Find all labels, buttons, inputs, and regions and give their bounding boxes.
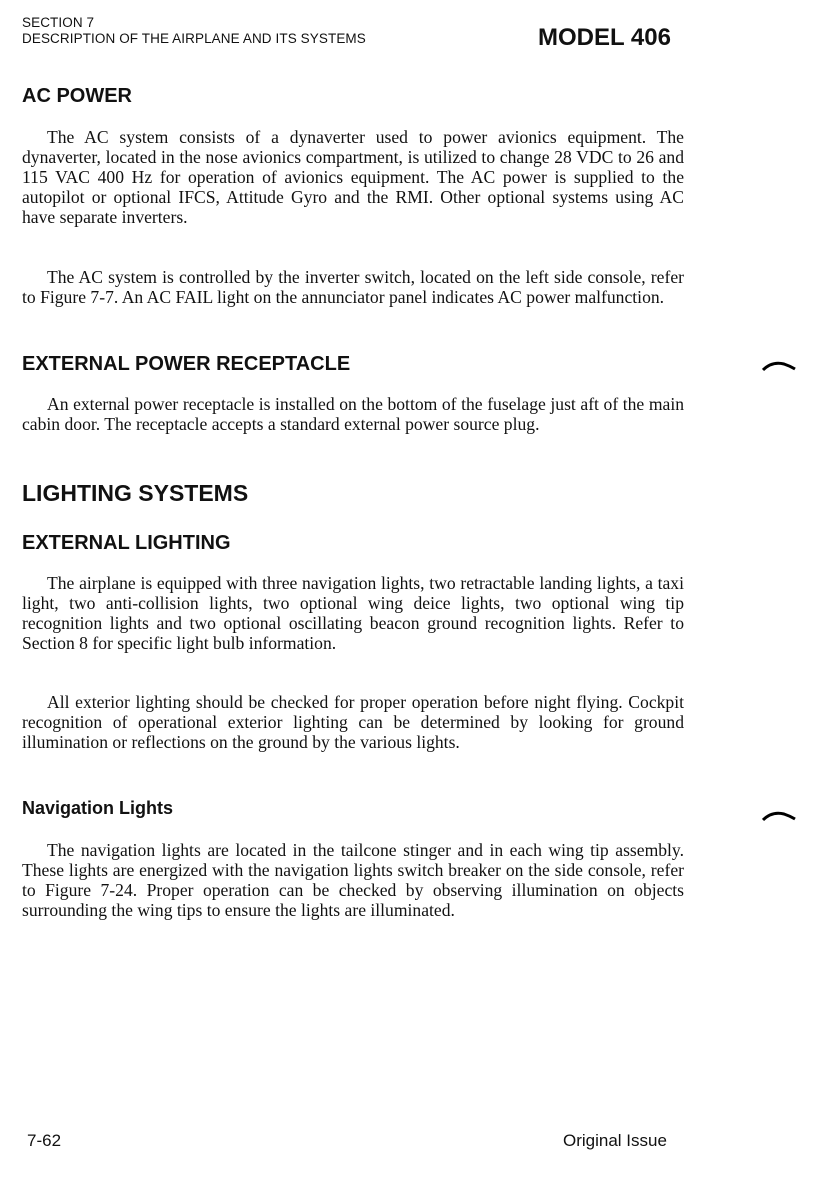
paragraph-ac-power-2: The AC system is controlled by the inverter switch, located on the left side console, refer to Figure 7-7. An AC FAIL light on the annunciator panel indicates AC power malfunction. (22, 267, 684, 307)
heading-navigation-lights: Navigation Lights (22, 798, 174, 818)
paragraph-external-lighting-1: The airplane is equipped with three navigation lights, two retractable landing lights, a taxi light, two anti-collision lights, two optional wing deice lights, two optional wing tip recognition lights and two optional oscillating beacon ground recognition lights. Refer to Section 8 for specific light bulb information. (22, 573, 684, 653)
issue-label: Original Issue (563, 1131, 667, 1150)
paragraph-external-power: An external power receptacle is installed on the bottom of the fuselage just aft of the main cabin door. The receptacle accepts a standard external power source plug. (22, 394, 684, 434)
revision-bar-icon (762, 360, 796, 372)
heading-external-lighting: EXTERNAL LIGHTING (22, 532, 231, 554)
paragraph-navigation-lights: The navigation lights are located in the tailcone stinger and in each wing tip assembly. These lights are energized with the navigation lights switch breaker on the side console, refer to Figure 7-24. Proper operation can be checked by observing illumination on objects surrounding the wing tips to ensure the lights are illuminated. (22, 840, 684, 920)
paragraph-external-lighting-2: All exterior lighting should be checked for proper operation before night flying. Cockpit recognition of operational exterior lighting can be determined by looking for ground illumination or reflections on the ground by the various lights. (22, 692, 684, 752)
section-title: DESCRIPTION OF THE AIRPLANE AND ITS SYSTEMS (22, 31, 366, 46)
model-title: MODEL 406 (538, 24, 671, 51)
page-header-section (22, 15, 366, 47)
revision-bar-icon (762, 810, 796, 822)
page-number: 7-62 (27, 1131, 62, 1150)
heading-lighting-systems: LIGHTING SYSTEMS (22, 480, 249, 506)
heading-ac-power: AC POWER (22, 85, 132, 107)
section-number: SECTION 7 (22, 15, 95, 30)
paragraph-ac-power-1: The AC system consists of a dynaverter used to power avionics equipment. The dynaverter, located in the nose avionics compartment, is utilized to change 28 VDC to 26 and 115 VAC 400 Hz for operation of avionics equipment. The AC power is supplied to the autopilot or optional IFCS, Attitude Gyro and the RMI. Other optional systems using AC have separate inverters. (22, 127, 684, 227)
heading-external-power-receptacle: EXTERNAL POWER RECEPTACLE (22, 353, 351, 375)
